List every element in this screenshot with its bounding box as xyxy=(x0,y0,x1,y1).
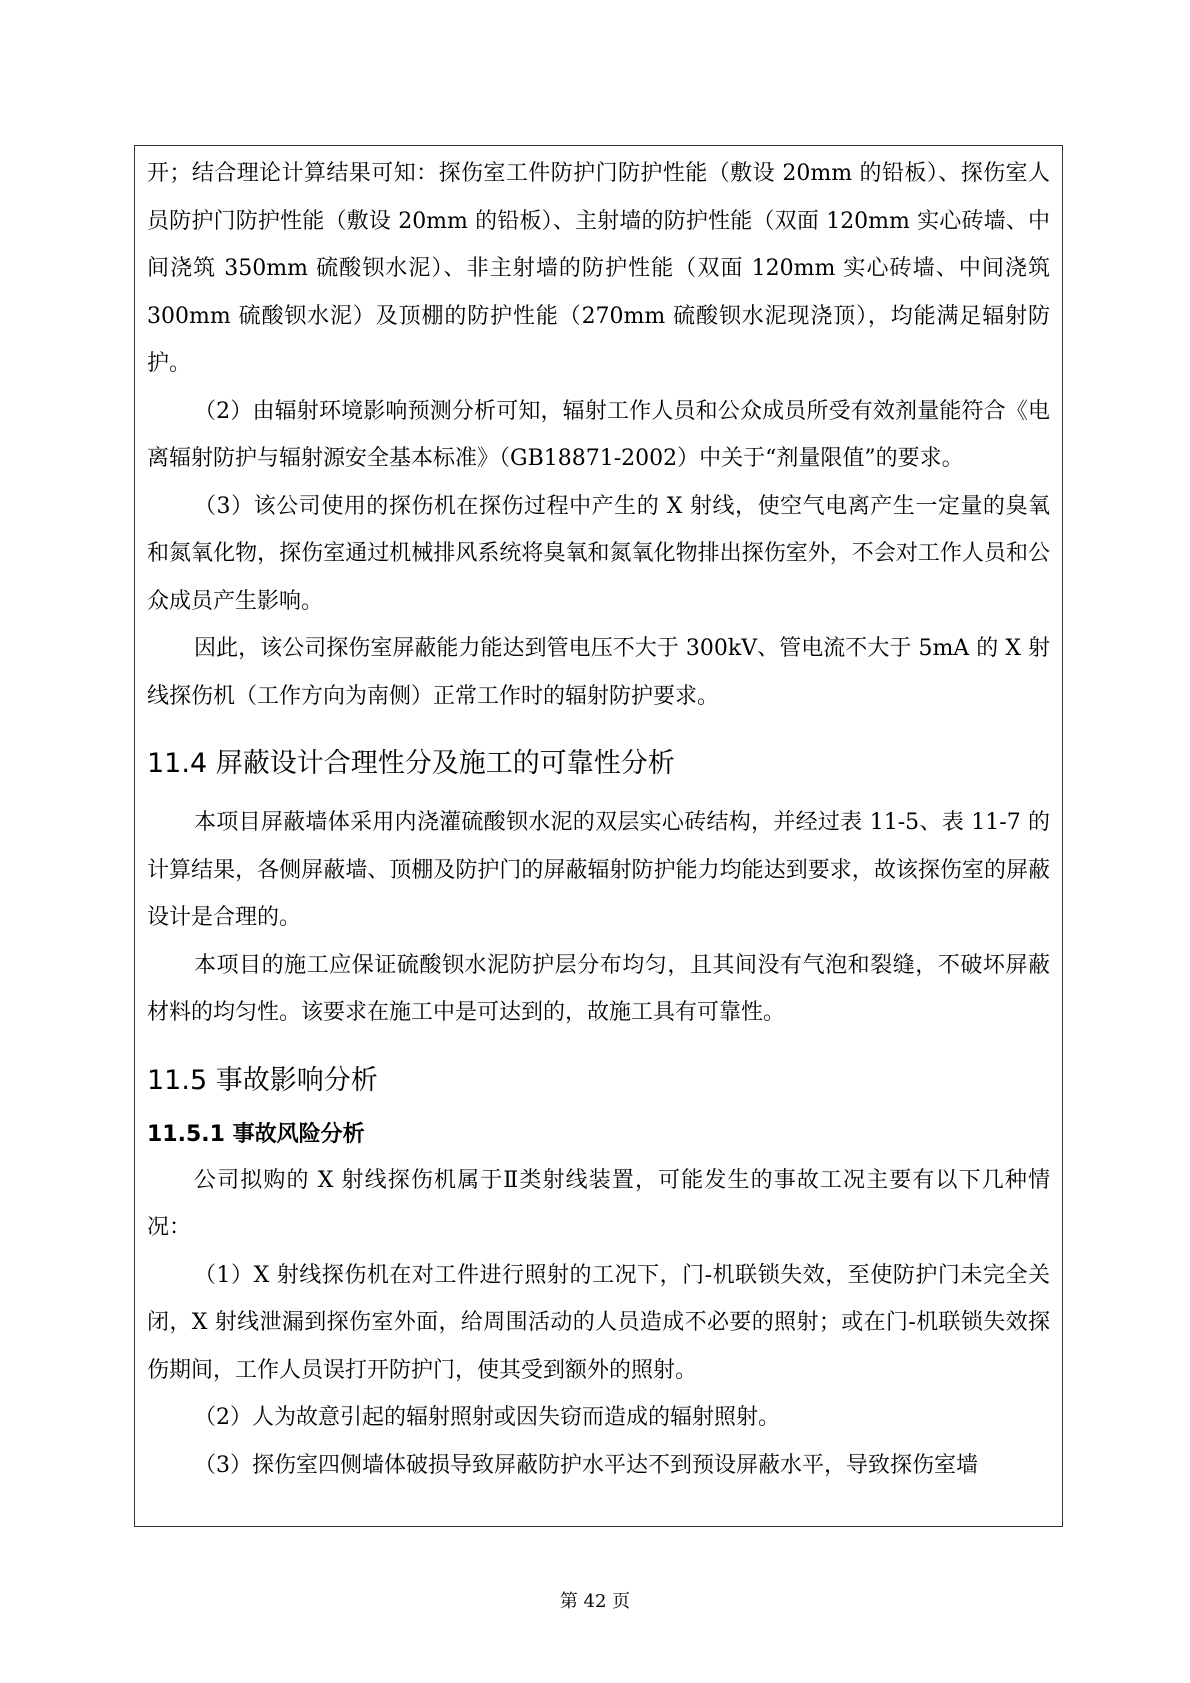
paragraph-item-2: （2）由辐射环境影响预测分析可知，辐射工作人员和公众成员所受有效剂量能符合《电离辐射防护与辐射源安全基本标准》（GB18871-2002）中关于“剂量限值”的要求。 xyxy=(147,398,1050,471)
paragraph-11-5-item-2: （2）人为故意引起的辐射照射或因失窃而造成的辐射照射。 xyxy=(194,1405,780,1430)
page-number: 第 42 页 xyxy=(559,1591,631,1612)
paragraph-conclusion: 因此，该公司探伤室屏蔽能力能达到管电压不大于 300kV、管电流不大于 5mA 的 X 射线探伤机（工作方向为南侧）正常工作时的辐射防护要求。 xyxy=(147,636,1050,709)
paragraph-item-3: （3）该公司使用的探伤机在探伤过程中产生的 X 射线，使空气电离产生一定量的臭氧和氮氧化物，探伤室通过机械排风系统将臭氧和氮氧化物排出探伤室外，不会对工作人员和公众成员产生影响。 xyxy=(147,493,1050,614)
section-heading-11-5: 11.5 事故影响分析 xyxy=(147,1064,378,1096)
paragraph-11-5-item-3: （3）探伤室四侧墙体破损导致屏蔽防护水平达不到预设屏蔽水平，导致探伤室墙 xyxy=(194,1452,978,1478)
paragraph-11-4-design: 本项目屏蔽墙体采用内浇灌硫酸钡水泥的双层实心砖结构，并经过表 11-5、表 11-7 的计算结果，各侧屏蔽墙、顶棚及防护门的屏蔽辐射防护能力均能达到要求，故该探伤室的屏蔽设计是合理的。 xyxy=(147,810,1050,930)
paragraph-11-5-intro: 公司拟购的 X 射线探伤机属于Ⅱ类射线装置，可能发生的事故工况主要有以下几种情况： xyxy=(147,1167,1050,1240)
paragraph-continuation: 开；结合理论计算结果可知：探伤室工件防护门防护性能（敷设 20mm 的铅板）、探伤室人员防护门防护性能（敷设 20mm 的铅板）、主射墙的防护性能（双面 120mm 实心砖墙、中间浇筑 350mm 硫酸钡水泥）、非主射墙的防护性能（双面 120mm 实心砖墙、中间浇筑 300mm 硫酸钡水泥）及顶棚的防护性能（270mm 硫酸钡水泥现浇顶），均能满足辐射防护。 xyxy=(147,161,1050,376)
section-heading-11-4: 11.4 屏蔽设计合理性分及施工的可靠性分析 xyxy=(147,748,675,779)
paragraph-11-5-item-1: （1）X 射线探伤机在对工件进行照射的工况下，门-机联锁失效，至使防护门未完全关闭，X 射线泄漏到探伤室外面，给周围活动的人员造成不必要的照射；或在门-机联锁失效探伤期间，工作人员误打开防护门，使其受到额外的照射。 xyxy=(147,1262,1050,1383)
paragraph-11-4-construction: 本项目的施工应保证硫酸钡水泥防护层分布均匀，且其间没有气泡和裂缝，不破坏屏蔽材料的均匀性。该要求在施工中是可达到的，故施工具有可靠性。 xyxy=(147,952,1050,1025)
subsection-heading-11-5-1: 11.5.1 事故风险分析 xyxy=(147,1121,365,1147)
content-frame xyxy=(134,145,1063,1527)
